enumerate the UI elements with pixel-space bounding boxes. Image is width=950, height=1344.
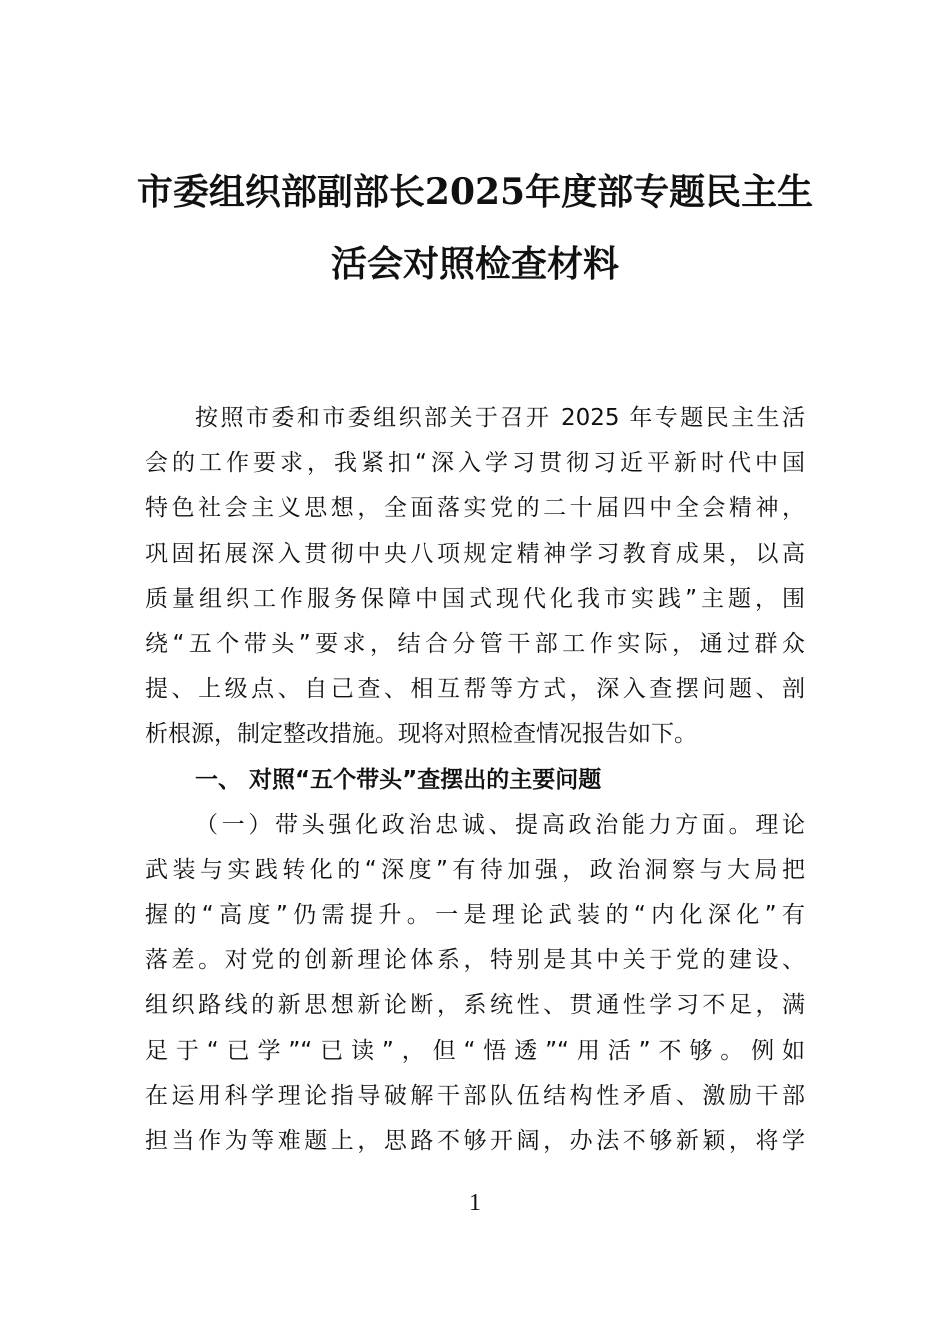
paragraph-line: 足于“已学”“已读”，但“悟透”“用活”不够。例如	[145, 1037, 805, 1064]
document-title-line-1: 市委组织部副部长2025年度部专题民主生	[136, 171, 814, 213]
paragraph-line: 会的工作要求，我紧扣“深入学习贯彻习近平新时代中国	[145, 450, 805, 477]
paragraph-line: 担当作为等难题上，思路不够开阔，办法不够新颖，将学	[145, 1128, 805, 1154]
paragraph-line: 握的“高度”仍需提升。一是理论武装的“内化深化”有	[145, 902, 805, 929]
paragraph-line: （一）带头强化政治忠诚、提高政治能力方面。理论	[195, 811, 805, 838]
section-heading: 一、 对照“五个带头”查摆出的主要问题	[195, 766, 602, 793]
paragraph-line: 在运用科学理论指导破解干部队伍结构性矛盾、激励干部	[145, 1082, 805, 1109]
paragraph-line: 提、上级点、自己查、相互帮等方式，深入查摆问题、剖	[145, 676, 805, 703]
paragraph-line: 质量组织工作服务保障中国式现代化我市实践”主题，围	[145, 585, 805, 612]
paragraph-line: 析根源，制定整改措施。现将对照检查情况报告如下。	[145, 721, 697, 748]
paragraph-line: 组织路线的新思想新论断，系统性、贯通性学习不足，满	[145, 992, 805, 1019]
paragraph-line: 武装与实践转化的“深度”有待加强，政治洞察与大局把	[145, 856, 805, 883]
document-body	[145, 396, 805, 1164]
paragraph-line: 按照市委和市委组织部关于召开 2025 年专题民主生活	[195, 405, 805, 431]
paragraph-line: 绕“五个带头”要求，结合分管干部工作实际，通过群众	[145, 630, 805, 657]
paragraph-line: 特色社会主义思想，全面落实党的二十届四中全会精神，	[145, 495, 805, 522]
paragraph-line: 落差。对党的创新理论体系，特别是其中关于党的建设、	[145, 947, 805, 974]
document-title-line-2: 活会对照检查材料	[330, 243, 619, 285]
paragraph-line: 巩固拓展深入贯彻中央八项规定精神学习教育成果，以高	[145, 540, 805, 567]
page-number: 1	[469, 1190, 481, 1216]
